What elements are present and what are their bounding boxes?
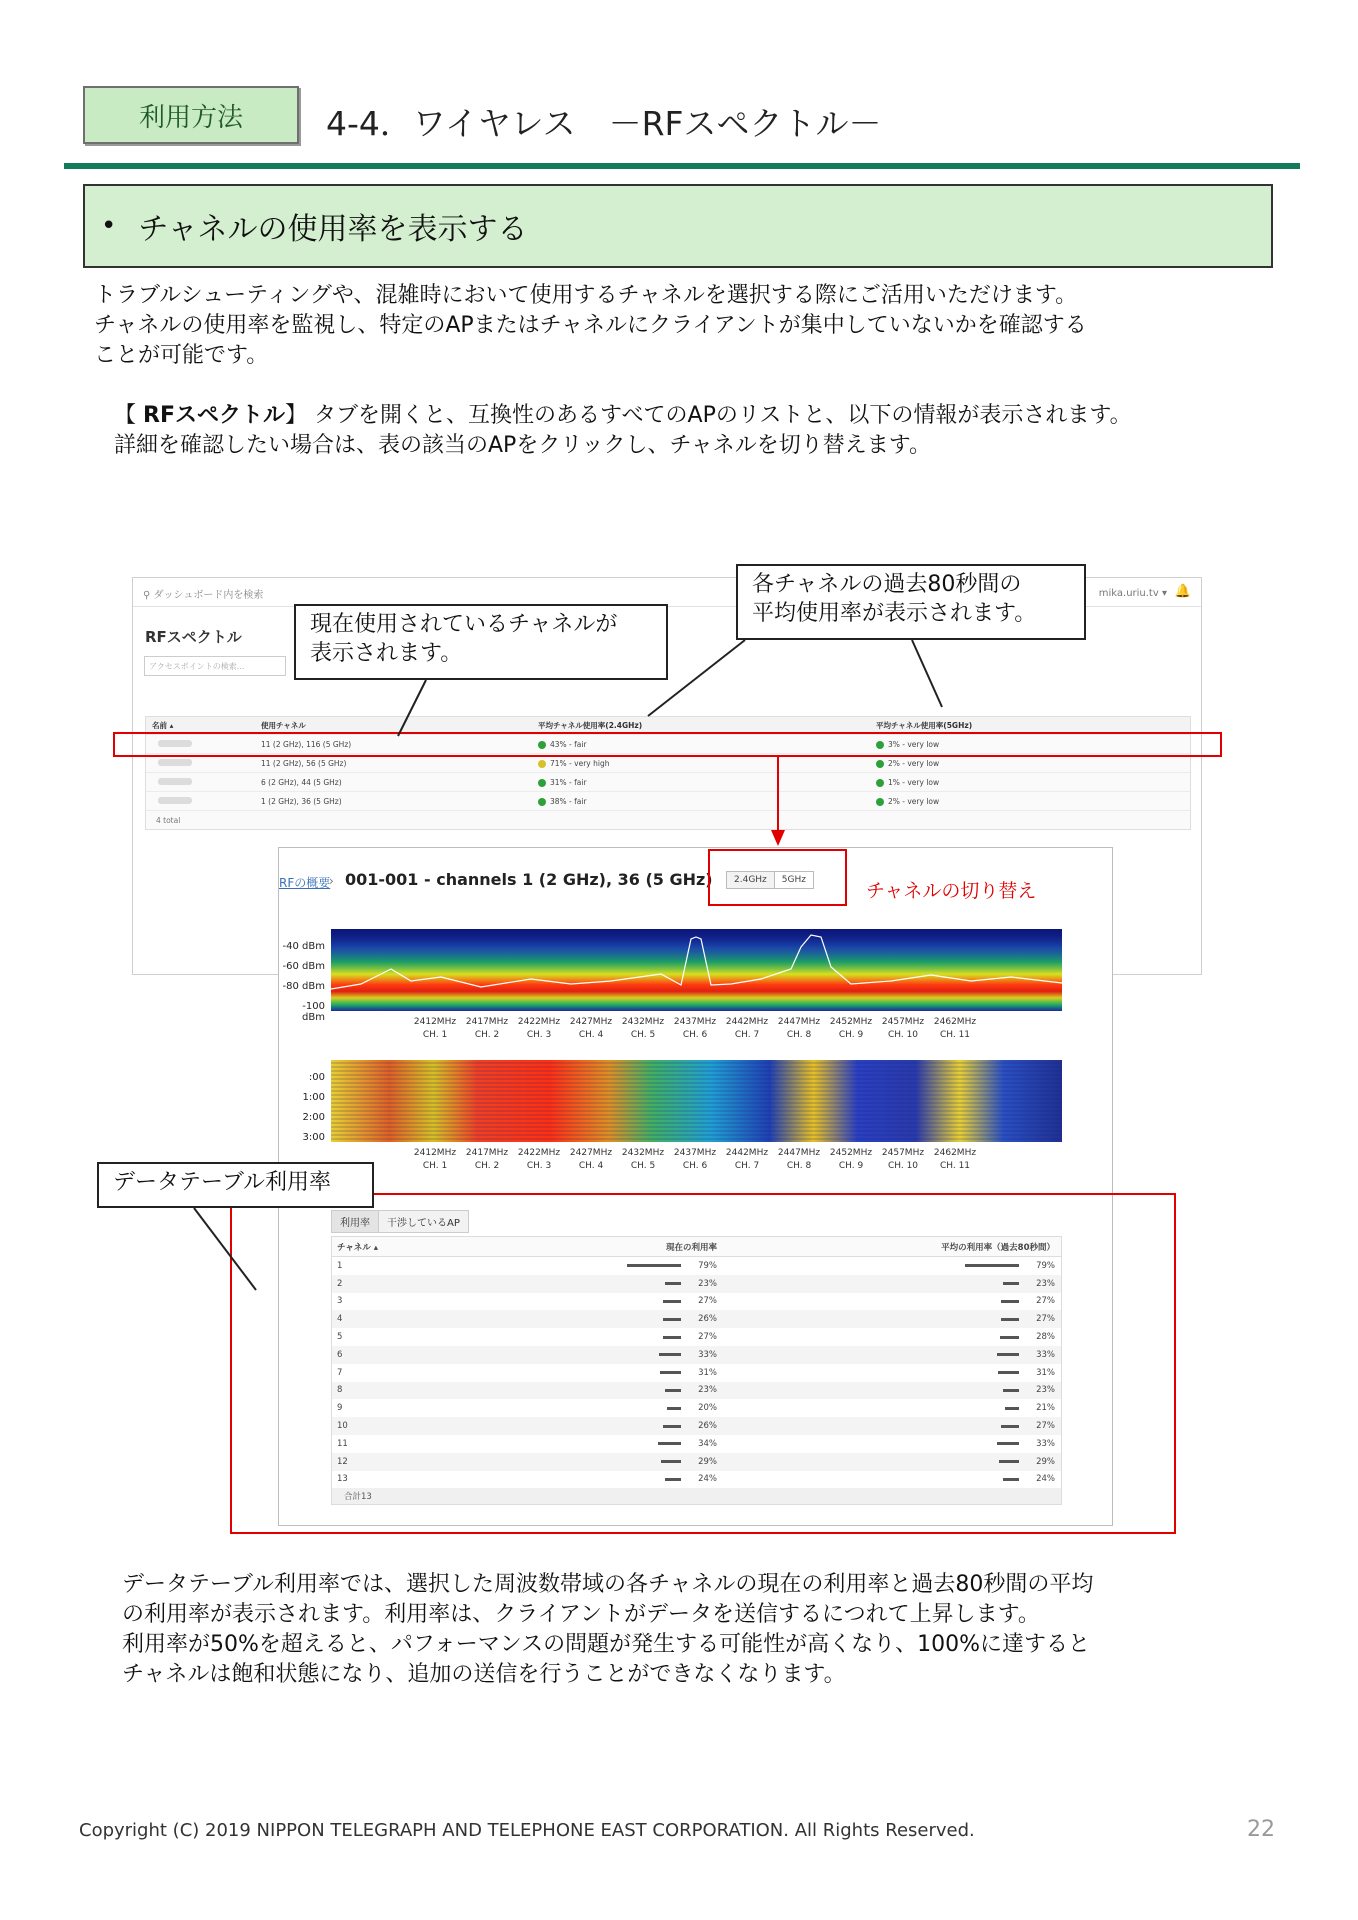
frequency-tick [409,1016,461,1042]
intro-line: チャネルの使用率を監視し、特定のAPまたはチャネルにクライアントが集中していないかを確認する [94,313,1087,338]
average-value: 27% [1036,1421,1055,1432]
current-value: 33% [698,1349,717,1360]
average-value: 23% [1036,1385,1055,1396]
average-value: 23% [1036,1278,1055,1289]
search-placeholder: ダッシュボード内を検索 [153,590,264,601]
section-heading [83,184,1273,268]
switch-channel-label: チャネルの切り替え [866,880,1037,902]
average-value: 21% [1036,1403,1055,1414]
column-header-current[interactable]: 現在の利用率 [665,1242,717,1253]
frequency-tick [773,1016,825,1042]
intro-line: トラブルシューティングや、混雑時において使用するチャネルを選択する際にご活用いただけます。 [94,283,1078,308]
frequency-mhz: 2412MHz [413,1148,457,1158]
frequency-mhz: 2432MHz [621,1017,665,1027]
channel-number: CH. 5 [630,1030,656,1040]
frequency-mhz: 2457MHz [881,1017,925,1027]
channel-cell: 4 [337,1314,343,1325]
frequency-tick [825,1147,877,1173]
callout-average-usage [736,564,1086,640]
page-title: 4-4．ワイヤレス －RFスペクトル－ [326,104,882,143]
frequency-mhz: 2452MHz [829,1148,873,1158]
ap-name-blurred [146,797,261,806]
frequency-tick [617,1016,669,1042]
frequency-tick [409,1147,461,1173]
callout-data-table: データテーブル利用率 [97,1162,374,1208]
average-value: 33% [1036,1438,1055,1449]
rf-spectrum-heading: RFスペクトル [145,628,242,646]
status-dot-icon [538,779,546,787]
channel-title: 001-001 - channels 1 (2 GHz), 36 (5 GHz) [345,870,713,889]
frequency-mhz: 2462MHz [933,1017,977,1027]
frequency-mhz: 2427MHz [569,1148,613,1158]
frequency-mhz: 2447MHz [777,1148,821,1158]
bell-icon[interactable]: 🔔 [1174,584,1191,599]
tab-note-suffix: 】 タブを開くと、互換性のあるすべてのAPのリストと、以下の情報が表示されます。 [284,403,1132,428]
intro-paragraph [94,281,1087,371]
channel-cell: 13 [337,1474,348,1485]
frequency-tick [877,1016,929,1042]
current-value: 20% [698,1403,717,1414]
channel-cell: 3 [337,1296,343,1307]
frequency-mhz: 2462MHz [933,1148,977,1158]
frequency-axis [409,1147,1009,1173]
average-value: 27% [1036,1296,1055,1307]
avg-5-value: 2% - very low [888,758,940,768]
ap-avg-5 [876,759,1190,768]
user-name: mika.uriu.tv [1098,588,1159,599]
channel-number: CH. 2 [474,1030,500,1040]
bullet: • [101,211,117,241]
frequency-mhz: 2442MHz [725,1148,769,1158]
y-label: -40 dBm [282,941,325,952]
channel-number: CH. 10 [887,1161,919,1171]
frequency-mhz: 2412MHz [413,1017,457,1027]
table-total: 合計13 [332,1488,1061,1504]
frequency-tick [461,1016,513,1042]
frequency-mhz: 2427MHz [569,1017,613,1027]
channel-number: CH. 4 [578,1161,604,1171]
y-label: -80 dBm [282,981,325,992]
tab-note-paragraph [114,401,1132,461]
ap-name-blurred [146,778,261,787]
summary-line: 利用率が50%を超えると、パフォーマンスの問題が発生する可能性が高くなり、100%に達すると [122,1632,1091,1657]
callout-line: 表示されます。 [310,641,463,666]
avg-5-value: 2% - very low [888,796,940,806]
frequency-tick [721,1016,773,1042]
copyright: Copyright (C) 2019 NIPPON TELEGRAPH AND TELEPHONE EAST CORPORATION. All Rights Reserved. [79,1820,975,1841]
channel-number: CH. 11 [939,1161,971,1171]
frequency-tick [513,1016,565,1042]
tab-note-line: 詳細を確認したい場合は、表の該当のAPをクリックし、チャネルを切り替えます。 [114,433,932,458]
callout-line: 平均使用率が表示されます。 [752,601,1037,626]
waterfall-heatmap [331,1060,1062,1142]
channel-number: CH. 9 [838,1161,864,1171]
ap-avg-24 [538,759,876,768]
frequency-axis [409,1016,1009,1042]
average-value: 29% [1036,1456,1055,1467]
tab-note-tab-name: RFスペクトル [143,403,285,428]
frequency-mhz: 2417MHz [465,1017,509,1027]
frequency-mhz: 2452MHz [829,1017,873,1027]
table-row[interactable] [146,773,1190,792]
current-value: 79% [698,1260,717,1271]
channel-number: CH. 6 [682,1161,708,1171]
spectrum-heatmap [331,929,1062,1011]
current-value: 34% [698,1438,717,1449]
frequency-tick [565,1016,617,1042]
channel-number: CH. 8 [786,1161,812,1171]
breadcrumb-rf-overview[interactable]: RFの概要 [279,876,331,890]
avg-5-value: 1% - very low [888,777,940,787]
y-label: -60 dBm [282,961,325,972]
channel-cell: 5 [337,1332,343,1343]
band-button-24ghz[interactable]: 2.4GHz [727,872,775,888]
average-value: 27% [1036,1314,1055,1325]
band-switch-frame [708,849,847,906]
breadcrumb-separator: › [329,874,334,888]
frequency-tick [877,1147,929,1173]
channel-cell: 9 [337,1403,343,1414]
channel-number: CH. 5 [630,1161,656,1171]
channel-cell: 7 [337,1367,343,1378]
ap-channels: 11 (2 GHz), 56 (5 GHz) [261,758,347,768]
callout-line: 各チャネルの過去80秒間の [752,572,1022,597]
current-value: 31% [698,1367,717,1378]
frequency-tick [721,1147,773,1173]
frequency-tick [773,1147,825,1173]
tab-interfering-ap[interactable]: 干渉しているAP [387,1218,460,1229]
section-title: チャネルの使用率を表示する [138,212,528,247]
ap-avg-24 [538,797,876,806]
frequency-mhz: 2447MHz [777,1017,821,1027]
channel-number: CH. 1 [422,1030,448,1040]
status-dot-icon [876,760,884,768]
column-header-channel[interactable]: チャネル ▴ [337,1242,378,1253]
average-value: 28% [1036,1332,1055,1343]
current-value: 24% [698,1474,717,1485]
channel-cell: 10 [337,1421,348,1432]
channel-cell: 12 [337,1456,348,1467]
channel-number: CH. 4 [578,1030,604,1040]
tab-note-prefix: 【 [114,403,143,428]
avg-24-value: 31% - fair [550,777,587,787]
status-dot-icon [538,760,546,768]
average-value: 79% [1036,1260,1055,1271]
ap-name-blurred [146,759,261,768]
channel-cell: 8 [337,1385,343,1396]
frequency-mhz: 2457MHz [881,1148,925,1158]
title-divider [64,163,1300,169]
channel-cell: 11 [337,1438,348,1449]
avg-24-value: 71% - very high [550,758,610,768]
time-label: 1:00 [302,1092,325,1103]
frequency-mhz: 2432MHz [621,1148,665,1158]
current-value: 23% [698,1385,717,1396]
summary-line: チャネルは飽和状態になり、追加の送信を行うことができなくなります。 [122,1662,846,1687]
ap-channels: 11 (2 GHz), 116 (5 GHz) [261,739,352,749]
tab-note-line [114,401,1132,431]
channel-number: CH. 2 [474,1161,500,1171]
column-header-avg-24[interactable]: 平均チャネル使用率(2.4GHz) [538,721,643,730]
current-value: 29% [698,1456,717,1467]
status-dot-icon [538,798,546,806]
ap-avg-24 [538,778,876,787]
band-button-5ghz[interactable]: 5GHz [775,872,813,888]
callout-line: 現在使用されているチャネルが [310,612,618,637]
channel-number: CH. 10 [887,1030,919,1040]
frequency-tick [929,1016,981,1042]
tab-utilization[interactable]: 利用率 [332,1211,379,1232]
column-header-channels[interactable]: 使用チャネル [261,721,306,730]
time-label: :00 [308,1072,325,1083]
channel-number: CH. 7 [734,1030,760,1040]
callout-current-channel [294,604,668,680]
search-icon: ⚲ [143,590,154,601]
summary-line: の利用率が表示されます。利用率は、クライアントがデータを送信するにつれて上昇します。 [122,1602,1040,1627]
average-value: 31% [1036,1367,1055,1378]
ap-avg-5 [876,778,1190,787]
status-dot-icon [876,779,884,787]
spectrum-trace [331,929,1062,1011]
channel-number: CH. 11 [939,1030,971,1040]
intro-line: ことが可能です。 [94,343,269,368]
highlight-row-frame [113,732,1222,757]
frequency-tick [565,1147,617,1173]
chevron-down-icon: ▾ [1161,588,1167,599]
table-total: 4 total [156,815,181,825]
frequency-mhz: 2422MHz [517,1148,561,1158]
frequency-tick [513,1147,565,1173]
ap-channels: 1 (2 GHz), 36 (5 GHz) [261,796,342,806]
frequency-tick [929,1147,981,1173]
column-header-average[interactable]: 平均の利用率（過去80秒間） [941,1242,1055,1253]
y-label: -100 dBm [302,1001,325,1023]
dashboard-search[interactable] [143,586,263,601]
channel-number: CH. 3 [526,1161,552,1171]
ap-channels: 6 (2 GHz), 44 (5 GHz) [261,777,342,787]
current-value: 26% [698,1314,717,1325]
channel-number: CH. 8 [786,1030,812,1040]
time-label: 2:00 [302,1112,325,1123]
frequency-tick [825,1016,877,1042]
avg-24-value: 43% - fair [550,739,587,749]
frequency-mhz: 2422MHz [517,1017,561,1027]
avg-24-value: 38% - fair [550,796,587,806]
data-table-frame [230,1193,1176,1534]
channel-cell: 2 [337,1278,343,1289]
ap-avg-5 [876,797,1190,806]
channel-number: CH. 3 [526,1030,552,1040]
page-number: 22 [1247,1817,1275,1842]
channel-number: CH. 7 [734,1161,760,1171]
user-menu[interactable] [1099,588,1167,599]
frequency-mhz: 2442MHz [725,1017,769,1027]
current-value: 26% [698,1421,717,1432]
average-value: 24% [1036,1474,1055,1485]
frequency-mhz: 2437MHz [673,1017,717,1027]
frequency-tick [461,1147,513,1173]
ap-search-input[interactable]: アクセスポイントの検索... [144,656,286,676]
summary-paragraph [122,1570,1093,1690]
summary-line: データテーブル利用率では、選択した周波数帯域の各チャネルの現在の利用率と過去80秒間の平均 [122,1572,1094,1597]
avg-5-value: 3% - very low [888,739,940,749]
channel-number: CH. 1 [422,1161,448,1171]
frequency-tick [617,1147,669,1173]
column-header-avg-5[interactable]: 平均チャネル使用率(5GHz) [876,721,973,730]
current-value: 27% [698,1296,717,1307]
channel-number: CH. 9 [838,1030,864,1040]
frequency-tick [669,1147,721,1173]
frequency-mhz: 2417MHz [465,1148,509,1158]
table-row[interactable] [146,792,1190,811]
channel-cell: 6 [337,1349,343,1360]
average-value: 33% [1036,1349,1055,1360]
category-tag: 利用方法 [83,86,299,144]
channel-number: CH. 6 [682,1030,708,1040]
frequency-tick [669,1016,721,1042]
status-dot-icon [876,798,884,806]
time-label: 3:00 [302,1132,325,1143]
frequency-mhz: 2437MHz [673,1148,717,1158]
channel-cell: 1 [337,1260,343,1271]
column-header-name[interactable]: 名前 ▴ [152,721,174,730]
current-value: 27% [698,1332,717,1343]
current-value: 23% [698,1278,717,1289]
